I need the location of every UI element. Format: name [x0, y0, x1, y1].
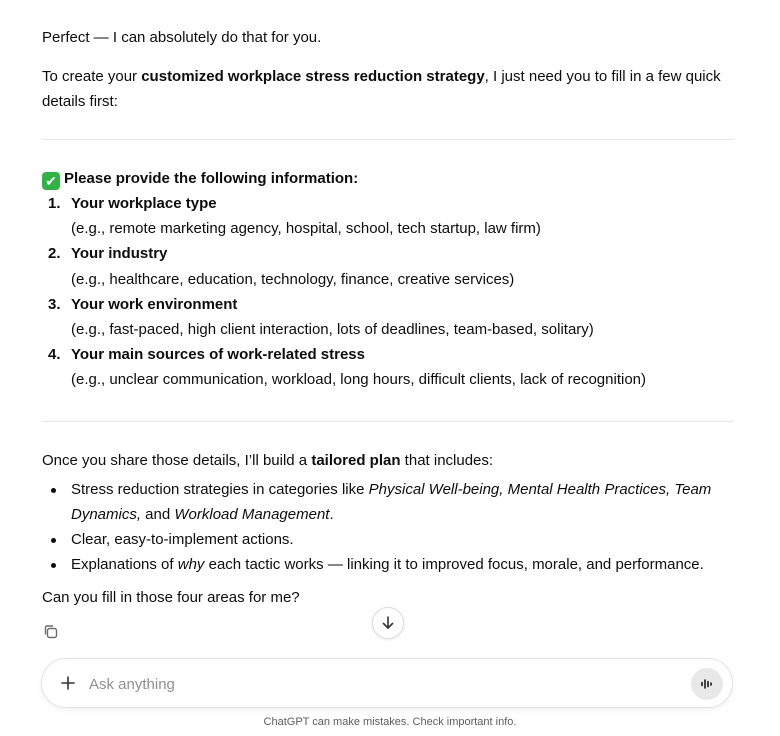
divider — [42, 139, 734, 140]
section-heading-text: Please provide the following information: — [64, 170, 359, 187]
list-number: 1. — [48, 195, 61, 212]
list-item-title: Your main sources of work-related stress — [71, 346, 365, 363]
voice-mode-button[interactable] — [691, 668, 723, 700]
list-item-example: (e.g., remote marketing agency, hospital, school, tech startup, law firm) — [71, 220, 541, 237]
list-item-example: (e.g., fast-paced, high client interaction, lots of deadlines, team-based, solitary) — [71, 321, 594, 338]
list-number: 3. — [48, 296, 61, 313]
bullet-text: Explanations of — [71, 556, 178, 573]
bullet-italic-text: Workload Management — [174, 506, 330, 523]
bullet-text: and — [141, 506, 175, 523]
request-paragraph — [42, 64, 734, 114]
bullet-text: Clear, easy-to-implement actions. — [71, 531, 294, 548]
section-heading — [42, 166, 734, 191]
scroll-down-button[interactable] — [372, 607, 404, 639]
list-item — [71, 477, 731, 527]
request-text-a: To create your — [42, 68, 142, 85]
list-item — [71, 527, 731, 552]
bullet-dot — [51, 538, 56, 543]
composer — [41, 658, 733, 708]
list-item-example: (e.g., unclear communication, workload, long hours, difficult clients, lack of recognition) — [71, 371, 647, 388]
list-item-title: Your workplace type — [71, 195, 217, 212]
list-number: 2. — [48, 245, 61, 262]
request-text-c: details first: — [42, 93, 118, 110]
message-input[interactable] — [89, 672, 649, 696]
divider — [42, 421, 734, 422]
plus-icon[interactable] — [58, 673, 78, 693]
bullet-text: Stress reduction strategies in categories like — [71, 481, 369, 498]
list-item-example: (e.g., healthcare, education, technology, finance, creative services) — [71, 271, 515, 288]
bullet-dot — [51, 563, 56, 568]
plan-paragraph — [42, 448, 734, 473]
voice-mode-icon — [699, 676, 715, 692]
list-item — [71, 552, 731, 577]
request-text-bold: customized workplace stress reduction strategy — [141, 68, 485, 85]
list-item-title: Your industry — [71, 245, 168, 262]
intro-text: Perfect — I can absolutely do that for you. — [42, 29, 322, 46]
copy-icon[interactable] — [42, 623, 60, 641]
disclaimer: ChatGPT can make mistakes. Check important info. — [263, 716, 517, 728]
bullet-text: . — [329, 506, 334, 523]
bullet-italic-text: Physical Well-being, Mental Health Practices, Team Dynamics, — [71, 481, 712, 523]
plan-text-bold: tailored plan — [311, 452, 401, 469]
request-text-b: , I just need you to fill in a few quick — [484, 68, 721, 85]
bullet-italic-text: why — [177, 556, 205, 573]
bullet-text: each tactic works — linking it to improved focus, morale, and performance. — [204, 556, 704, 573]
check-mark-button-icon: ✔ — [42, 172, 60, 190]
list-item-title: Your work environment — [71, 296, 238, 313]
bullet-dot — [51, 488, 56, 493]
closing-question: Can you fill in those four areas for me? — [42, 589, 300, 606]
plan-text-a: Once you share those details, I’ll build a — [42, 452, 312, 469]
plan-text-b: that includes: — [400, 452, 494, 469]
arrow-down-icon — [380, 615, 396, 631]
list-number: 4. — [48, 346, 61, 363]
